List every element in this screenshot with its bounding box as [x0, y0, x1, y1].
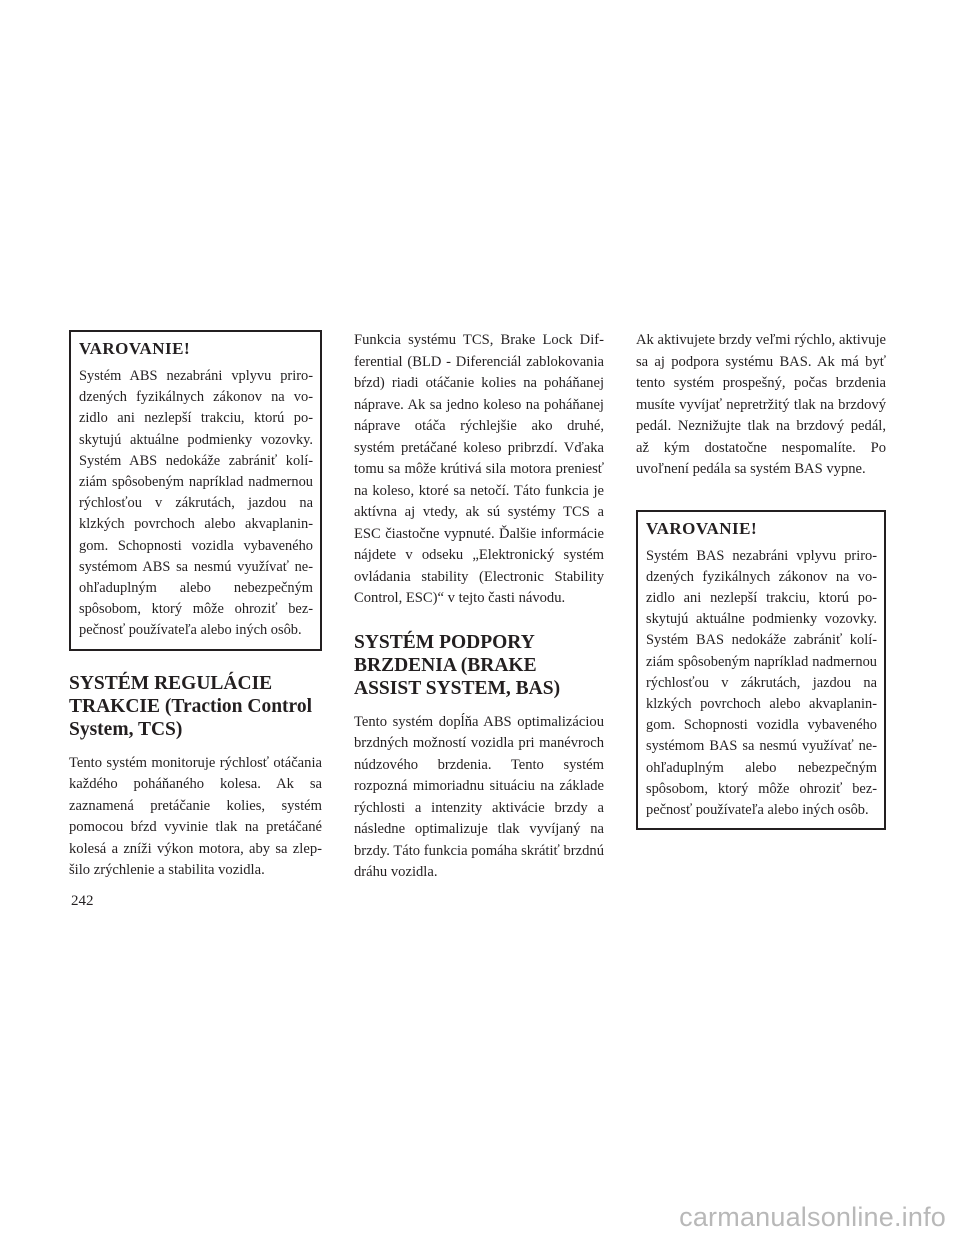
abs-warning-box	[69, 330, 322, 651]
column-middle	[354, 330, 604, 884]
bas-paragraph: Tento systém dopĺňa ABS optimalizáciou brzdných možností vozidla pri manévroch núdzového brzdenia. Tento systém rozpozná mimoriadnu situáciu na základe rýchlosti a intenzity aktivácie brzdy a následne optimalizuje tlak vyvíjaný na brzdy. Táto funkcia pomáha skrátiť brzdnú dráhu vozidla.	[354, 713, 604, 880]
warning-text: Systém BAS nezabráni vplyvu prirodzených fyzikálnych zákonov na vozidlo ani nezlepší trakciu, ktorú poskytujú aktuálne podmienky vozovky. Systém BAS nedokáže zabrániť kolíziám spôsobeným napríklad nadmernou rýchlosťou v zákrutách, jazdou na klzkých povrchoch alebo akvaplaningom. Schopnosti vozidla vybaveného systémom BAS sa nesmú využívať neohľaduplným alebo nebezpečným spôsobom, ktorý môže ohroziť bezpečnosť používateľa alebo iných osôb.	[646, 547, 877, 818]
column-left	[69, 330, 322, 882]
bld-paragraph: Funkcia systému TCS, Brake Lock Differential (BLD - Diferenciál zablokovania bŕzd) riadi otáčanie kolies na poháňanej náprave. Ak sa jedno koleso na poháňanej náprave otáča rýchlejšie ako druhé, systém pretáčané koleso pribrzdí. Vďaka tomu sa môže krútivá sila motora preniesť na koleso, ktoré sa netočí. Táto funkcia je aktívna aj vtedy, ak sú systémy TCS a ESC čiastočne vypnuté. Ďalšie informácie nájdete v odseku „Elektronický systém ovládania stability (Electronic Stability Control, ESC)“ v tejto časti návodu.	[354, 332, 604, 606]
warning-title: VAROVANIE!	[646, 518, 758, 538]
bas-activation-paragraph: Ak aktivujete brzdy veľmi rýchlo, aktivuje sa aj podpora systému BAS. Ak má byť tento systém prospešný, počas brzdenia musíte vyvíjať nepretržitý tlak na brzdový pedál. Neznižujte tlak na brzdový pedál, až kým dostatočne nespomalíte. Po uvoľnení pedála sa systém BAS vypne.	[636, 332, 886, 477]
section-heading-tcs: SYSTÉM REGULÁCIE TRAKCIE (Traction Control System, TCS)	[69, 672, 313, 740]
watermark: carmanualsonline.info	[679, 1202, 946, 1232]
warning-title: VAROVANIE!	[79, 339, 191, 358]
tcs-paragraph: Tento systém monitoruje rýchlosť otáčania každého poháňaného kolesa. Ak sa zaznamená pretáčanie kolies, systém pomocou bŕzd vyvinie tlak na pretáčané kolesá a zníži výkon motora, aby sa zlepšilo zrýchlenie a stabilita vozidla.	[69, 754, 322, 879]
section-heading-bas: SYSTÉM PODPORY BRZDENIA (BRAKE ASSIST SYSTEM, BAS)	[354, 631, 561, 699]
warning-text: Systém ABS nezabráni vplyvu prirodzených fyzikálnych zákonov na vozidlo ani nezlepší trakciu, ktorú poskytujú aktuálne podmienky vozovky. Systém ABS nedokáže zabrániť kolíziám spôsobeným napríklad nadmernou rýchlosťou v zákrutách, jazdou na klzkých povrchoch alebo akvaplaningom. Schopnosti vozidla vybaveného systémom ABS sa nesmú využívať neohľaduplným alebo nebezpečným spôsobom, ktorý môže ohroziť bezpečnosť používateľa alebo iných osôb.	[79, 368, 313, 639]
page-number: 242	[71, 893, 94, 909]
bas-warning-box	[636, 510, 886, 831]
column-right	[636, 330, 886, 830]
